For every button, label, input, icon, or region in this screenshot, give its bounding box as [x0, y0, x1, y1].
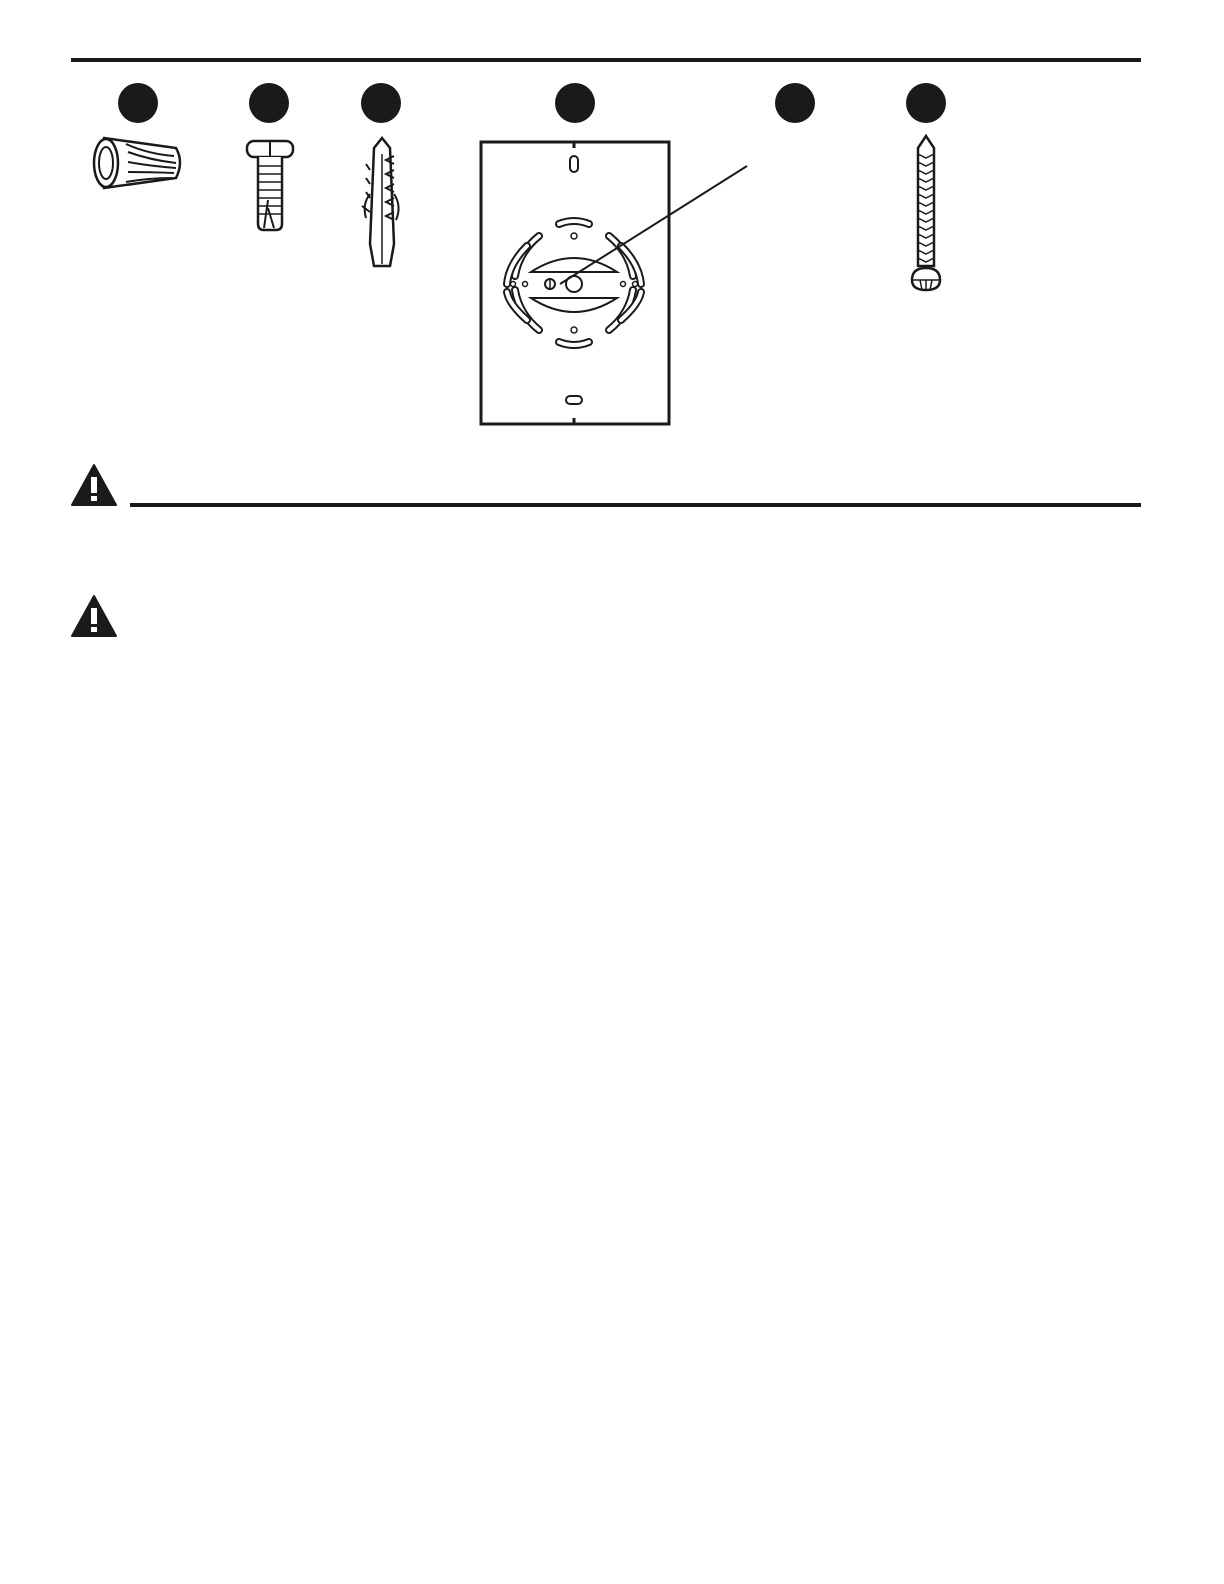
badge-4 — [555, 83, 595, 123]
badge-6 — [906, 83, 946, 123]
badge-3-label — [361, 83, 401, 123]
wire-nut-icon — [88, 132, 188, 194]
machine-screw-icon — [244, 138, 296, 234]
ground-screw-callout — [540, 160, 760, 290]
warning-rule — [130, 503, 1141, 507]
top-rule — [71, 58, 1141, 62]
badge-1 — [118, 83, 158, 123]
wood-screw-icon — [908, 134, 944, 296]
badge-1-label — [118, 83, 158, 123]
warning-triangle-icon-2 — [70, 594, 118, 638]
badge-5-label — [775, 83, 815, 123]
badge-3 — [361, 83, 401, 123]
badge-6-label — [906, 83, 946, 123]
warning-triangle-icon — [70, 463, 118, 507]
badge-5 — [775, 83, 815, 123]
badge-2-label — [249, 83, 289, 123]
badge-2 — [249, 83, 289, 123]
badge-4-label — [555, 83, 595, 123]
wall-anchor-icon — [356, 134, 408, 272]
